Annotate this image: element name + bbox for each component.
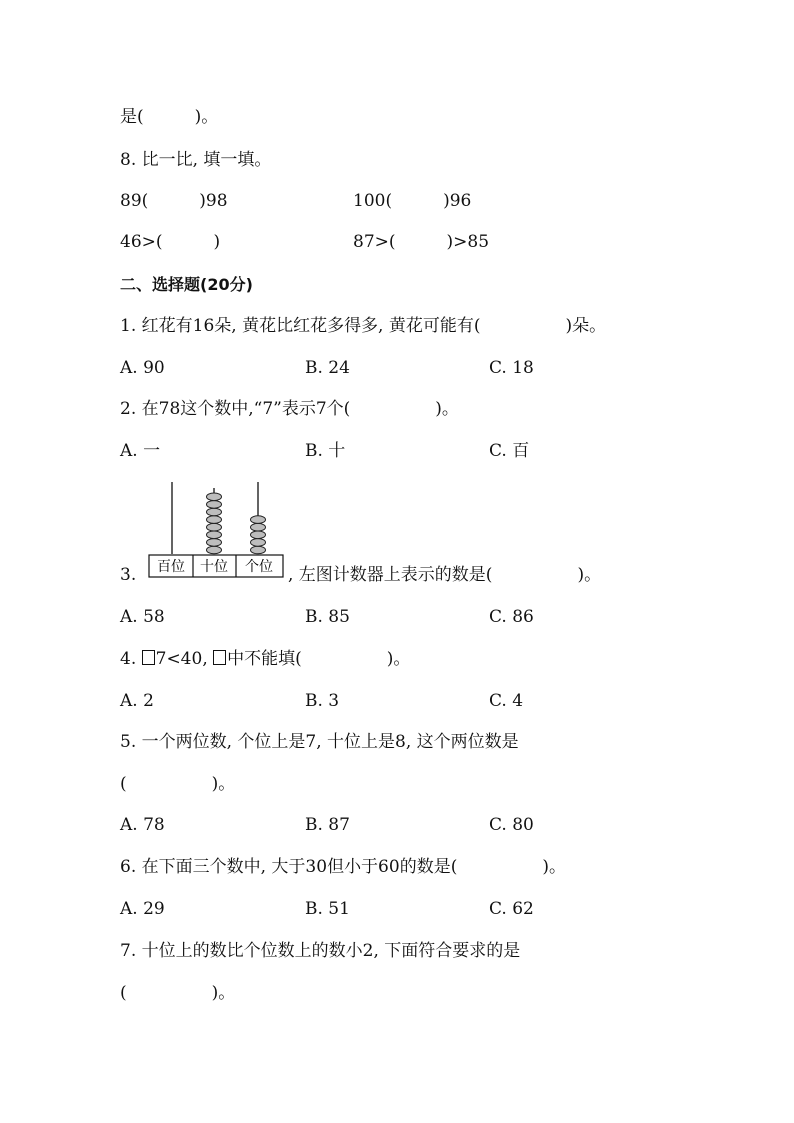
question-7-blank: ( )。 bbox=[120, 983, 236, 1003]
q8-item: 100( )96 bbox=[353, 191, 472, 211]
abacus-bead bbox=[251, 546, 266, 554]
question-5: 5. 一个两位数, 个位上是7, 十位上是8, 这个两位数是 bbox=[120, 732, 519, 752]
option-b: B. 85 bbox=[305, 607, 350, 627]
abacus-bead bbox=[251, 531, 266, 539]
option-a: A. 一 bbox=[120, 441, 161, 461]
option-c: C. 百 bbox=[489, 441, 530, 461]
option-b: B. 24 bbox=[305, 358, 350, 378]
option-a: A. 90 bbox=[120, 358, 165, 378]
option-c: C. 80 bbox=[489, 815, 534, 835]
question-4: 4. 7<40, 中不能填( )。 bbox=[120, 649, 411, 669]
prev-question-tail: 是( )。 bbox=[120, 107, 219, 127]
q8-item: 89( )98 bbox=[120, 191, 228, 211]
option-b: B. 87 bbox=[305, 815, 350, 835]
abacus-bead bbox=[207, 546, 222, 554]
abacus-bead bbox=[251, 516, 266, 524]
q8-title: 8. 比一比, 填一填。 bbox=[120, 150, 272, 170]
label-hundreds: 百位 bbox=[157, 559, 185, 575]
option-b: B. 51 bbox=[305, 899, 350, 919]
question-3: , 左图计数器上表示的数是( )。 bbox=[288, 565, 602, 585]
section-heading: 二、选择题(20分) bbox=[120, 275, 253, 294]
tens-beads bbox=[207, 493, 222, 554]
question-2: 2. 在78这个数中,“7”表示7个( )。 bbox=[120, 399, 459, 419]
option-a: A. 58 bbox=[120, 607, 165, 627]
q8-item: 46>( ) bbox=[120, 232, 221, 252]
option-a: A. 29 bbox=[120, 899, 165, 919]
option-c: C. 4 bbox=[489, 691, 524, 711]
ones-beads bbox=[251, 516, 266, 554]
abacus-bead bbox=[207, 508, 222, 516]
option-b: B. 3 bbox=[305, 691, 340, 711]
option-b: B. 十 bbox=[305, 441, 346, 461]
question-7: 7. 十位上的数比个位数上的数小2, 下面符合要求的是 bbox=[120, 941, 521, 961]
option-a: A. 78 bbox=[120, 815, 165, 835]
question-1: 1. 红花有16朵, 黄花比红花多得多, 黄花可能有( )朵。 bbox=[120, 316, 607, 336]
blank-box bbox=[142, 650, 155, 665]
question-6: 6. 在下面三个数中, 大于30但小于60的数是( )。 bbox=[120, 857, 566, 877]
abacus-bead bbox=[207, 516, 222, 524]
abacus-bead bbox=[207, 501, 222, 509]
abacus-bead bbox=[207, 523, 222, 531]
abacus-bead bbox=[207, 539, 222, 547]
abacus-bead bbox=[207, 531, 222, 539]
option-a: A. 2 bbox=[120, 691, 154, 711]
label-tens: 十位 bbox=[200, 559, 228, 575]
option-c: C. 18 bbox=[489, 358, 534, 378]
option-c: C. 86 bbox=[489, 607, 534, 627]
abacus-bead bbox=[207, 493, 222, 501]
label-ones: 个位 bbox=[245, 559, 273, 575]
blank-box bbox=[213, 650, 226, 665]
q8-item: 87>( )>85 bbox=[353, 232, 490, 252]
option-c: C. 62 bbox=[489, 899, 534, 919]
question-3-number: 3. bbox=[120, 565, 137, 585]
question-5-blank: ( )。 bbox=[120, 774, 236, 794]
abacus-diagram bbox=[148, 482, 284, 578]
abacus-bead bbox=[251, 523, 266, 531]
abacus-bead bbox=[251, 539, 266, 547]
